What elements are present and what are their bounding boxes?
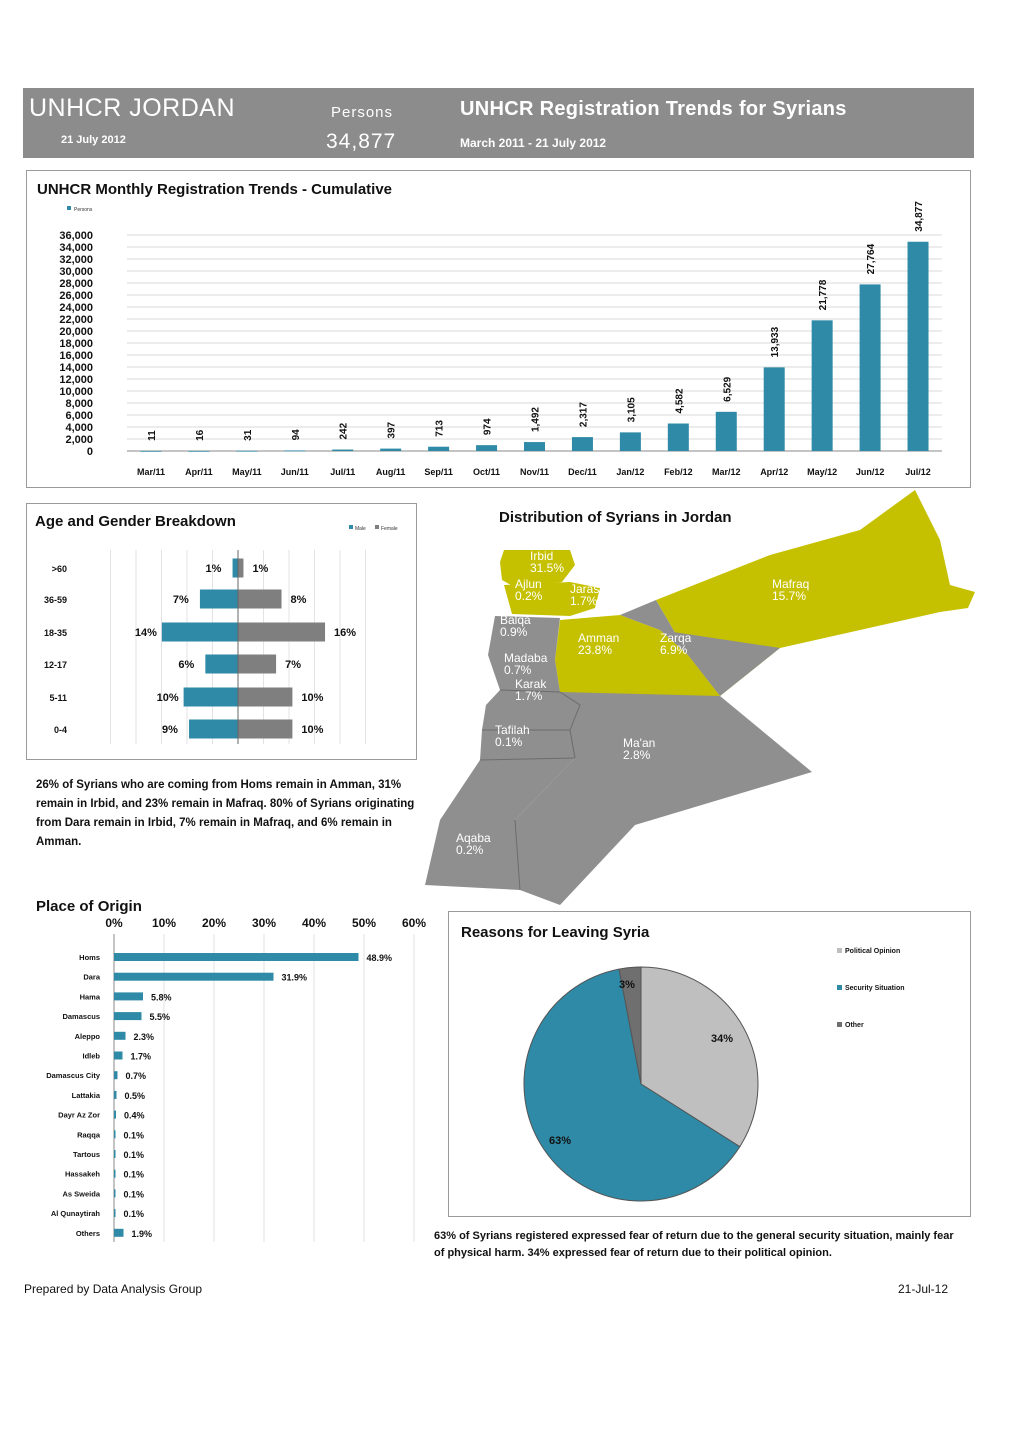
age-label-female: 1% — [252, 563, 269, 575]
trend-data-label: 2,317 — [578, 402, 590, 428]
trend-data-label: 397 — [386, 421, 398, 439]
origin-category-label: Raqqa — [77, 1130, 100, 1140]
origin-data-label: 1.7% — [130, 1051, 152, 1062]
map-region-name: Karak — [515, 677, 547, 691]
x-tick-label: Aug/11 — [375, 467, 406, 477]
origin-bar — [114, 1209, 116, 1217]
trend-data-label: 27,764 — [866, 243, 878, 275]
origin-bar — [114, 953, 359, 961]
map-region-value: 0.9% — [500, 625, 528, 639]
legend-label-male: Male — [355, 526, 366, 532]
y-tick-label: 26,000 — [59, 290, 93, 302]
x-tick-label: May/11 — [232, 467, 262, 477]
age-label-male: 9% — [162, 724, 178, 736]
trend-title: UNHCR Monthly Registration Trends - Cumulative — [37, 181, 393, 198]
x-tick-label: 30% — [251, 916, 277, 930]
y-tick-label: 30,000 — [59, 266, 93, 278]
trend-bar — [236, 451, 257, 452]
origin-category-label: Homs — [79, 953, 100, 962]
origin-category-label: Hassakeh — [64, 1169, 100, 1179]
legend-label-female: Female — [381, 526, 398, 532]
y-tick-label: 28,000 — [59, 278, 93, 290]
origin-data-label: 0.1% — [123, 1189, 145, 1200]
reasons-chart — [449, 912, 972, 1218]
age-bar-female — [238, 590, 282, 609]
legend-swatch-persons — [67, 206, 71, 210]
y-tick-label: 2,000 — [65, 434, 93, 446]
y-tick-label: 14,000 — [59, 362, 93, 374]
trend-data-label: 974 — [482, 418, 494, 436]
age-category-label: 5-11 — [49, 693, 67, 703]
origin-category-label: Others — [75, 1228, 100, 1238]
age-label-female: 16% — [334, 627, 357, 639]
x-tick-label: Mar/12 — [711, 467, 741, 477]
map-region-name: Ajlun — [515, 577, 542, 591]
trend-bar — [668, 424, 689, 451]
x-tick-label: Jun/11 — [280, 467, 309, 477]
origin-data-label: 2.3% — [133, 1031, 155, 1042]
origin-data-label: 5.5% — [149, 1012, 171, 1023]
trend-data-label: 16 — [194, 429, 206, 441]
trend-data-label: 13,933 — [770, 326, 782, 358]
pie-slice-label: 63% — [549, 1135, 572, 1147]
origin-category-label: Hama — [79, 992, 100, 1002]
trend-bar — [524, 442, 545, 451]
origin-bar — [114, 1150, 116, 1158]
map-region-value: 0.2% — [515, 589, 543, 603]
trend-data-label: 34,877 — [914, 201, 926, 232]
origin-bar — [114, 973, 274, 981]
age-panel — [26, 503, 417, 760]
map-region-name: Aqaba — [456, 831, 491, 845]
reasons-panel — [448, 911, 971, 1217]
origin-bar — [114, 1170, 116, 1178]
age-title: Age and Gender Breakdown — [35, 513, 236, 530]
trend-bar — [572, 437, 593, 451]
origin-bar — [114, 1189, 116, 1197]
age-bar-male — [189, 720, 238, 739]
origin-category-label: Dara — [83, 972, 100, 982]
age-bar-male — [233, 559, 238, 578]
legend-swatch — [837, 948, 842, 953]
origin-bar — [114, 1111, 116, 1119]
map-region-value: 15.7% — [772, 589, 807, 603]
map-region-name: Balqa — [500, 613, 531, 627]
origin-bar — [114, 992, 143, 1000]
age-bar-male — [200, 590, 238, 609]
legend-swatch — [837, 985, 842, 990]
origin-category-label: Lattakia — [71, 1090, 100, 1100]
legend-label: Other — [845, 1022, 864, 1029]
trend-data-label: 21,778 — [818, 279, 830, 311]
x-tick-label: 60% — [401, 916, 427, 930]
x-tick-label: Nov/11 — [519, 467, 550, 477]
legend-label: Security Situation — [845, 985, 905, 992]
age-label-female: 8% — [290, 594, 307, 606]
report-date: 21 July 2012 — [61, 134, 126, 146]
origin-title: Place of Origin — [36, 898, 142, 915]
map-region-name: Madaba — [504, 651, 548, 665]
map-region-name: Amman — [578, 631, 620, 645]
map-region-value: 23.8% — [578, 643, 613, 657]
trend-bar — [764, 367, 785, 451]
age-bar-female — [238, 720, 292, 739]
map-region-value: 1.7% — [570, 594, 598, 608]
origin-category-label: Al Qunaytirah — [50, 1209, 100, 1219]
x-tick-label: Sep/11 — [424, 467, 453, 477]
trend-bar — [332, 450, 353, 451]
age-label-female: 10% — [301, 692, 324, 704]
x-tick-label: Feb/12 — [664, 467, 693, 477]
map-region-value: 2.8% — [623, 748, 651, 762]
x-tick-label: Jun/12 — [855, 467, 885, 477]
reasons-note: 63% of Syrians registered expressed fear of return due to the general security situation, mainly fear of physical harm. 34% expressed fear of return due to their political opinion. — [434, 1230, 954, 1259]
legend-swatch-female — [375, 525, 379, 529]
origin-category-label: As Sweida — [62, 1189, 100, 1199]
age-category-label: >60 — [51, 564, 67, 574]
persons-label: Persons — [331, 104, 394, 121]
x-tick-label: May/12 — [807, 467, 838, 477]
origin-data-label: 0.1% — [123, 1209, 145, 1220]
trend-bar — [620, 432, 641, 451]
report-subtitle: March 2011 - 21 July 2012 — [460, 136, 607, 150]
map-region-name: Zarqa — [660, 631, 692, 645]
trend-data-label: 242 — [338, 422, 350, 440]
origin-category-label: Tartous — [73, 1150, 100, 1159]
prepared-by: Prepared by Data Analysis Group — [24, 1282, 203, 1296]
origin-data-label: 31.9% — [281, 972, 308, 983]
trend-bar — [188, 451, 209, 452]
map-region-value: 0.1% — [495, 735, 523, 749]
legend-label: Political Opinion — [845, 948, 901, 955]
origin-data-label: 0.5% — [124, 1090, 146, 1101]
trend-bar — [284, 450, 305, 451]
y-tick-label: 4,000 — [65, 422, 93, 434]
x-tick-label: Oct/11 — [473, 467, 501, 477]
map-region-value: 0.7% — [504, 663, 532, 677]
age-bar-female — [238, 688, 292, 707]
x-tick-label: 0% — [105, 916, 123, 930]
map-title: Distribution of Syrians in Jordan — [499, 509, 732, 526]
trend-data-label: 713 — [434, 420, 446, 437]
y-tick-label: 20,000 — [59, 326, 93, 338]
origin-bar — [114, 1130, 116, 1138]
y-tick-label: 36,000 — [59, 230, 93, 242]
trend-bar — [716, 412, 737, 451]
trend-data-label: 1,492 — [530, 407, 542, 433]
age-category-label: 0-4 — [53, 725, 67, 735]
trend-bar — [140, 451, 161, 452]
origin-data-label: 1.9% — [131, 1228, 153, 1239]
origin-data-label: 0.7% — [125, 1071, 147, 1082]
legend-swatch-male — [349, 525, 353, 529]
origin-note: 26% of Syrians who are coming from Homs remain in Amman, 31% remain in Irbid, and 23% remain in Mafraq. 80% of Syrians originating from Dara remain in Irbid, 7% remain in Mafraq, and 6% remain in Amman. — [36, 779, 415, 848]
x-tick-label: Dec/11 — [568, 467, 597, 477]
age-label-male: 10% — [156, 692, 179, 704]
origin-bar — [114, 1091, 117, 1099]
age-label-male: 14% — [134, 627, 157, 639]
y-tick-label: 22,000 — [59, 314, 93, 326]
origin-chart — [30, 910, 440, 1245]
age-bar-male — [205, 655, 238, 674]
reasons-title: Reasons for Leaving Syria — [461, 924, 650, 941]
age-bar-female — [238, 655, 276, 674]
age-category-label: 12-17 — [43, 660, 67, 670]
y-tick-label: 0 — [86, 446, 93, 458]
footer-date: 21-Jul-12 — [898, 1282, 949, 1296]
map-region-name: Ma'an — [623, 736, 656, 750]
y-tick-label: 12,000 — [59, 374, 93, 386]
trend-bar — [860, 284, 881, 451]
origin-category-label: Damascus — [62, 1012, 100, 1022]
legend-swatch — [837, 1022, 842, 1027]
origin-bar — [114, 1071, 118, 1079]
trend-bar — [380, 449, 401, 451]
x-tick-label: Jul/12 — [905, 467, 931, 477]
x-tick-label: 40% — [301, 916, 327, 930]
origin-bar — [114, 1032, 126, 1040]
persons-value: 34,877 — [326, 130, 397, 153]
trend-chart — [27, 171, 972, 489]
age-bar-female — [238, 623, 325, 642]
x-tick-label: 20% — [201, 916, 227, 930]
pie-slice-label: 3% — [619, 979, 635, 991]
y-tick-label: 34,000 — [59, 242, 93, 254]
map-region-name: Tafilah — [495, 723, 530, 737]
age-label-male: 7% — [172, 594, 189, 606]
age-bar-male — [184, 688, 238, 707]
origin-data-label: 0.1% — [123, 1169, 145, 1180]
header-banner — [23, 88, 974, 158]
map-region-name: Mafraq — [772, 577, 810, 591]
age-bar-male — [162, 623, 238, 642]
map-region-value: 1.7% — [515, 689, 543, 703]
age-label-male: 1% — [205, 563, 222, 575]
trend-data-label: 94 — [290, 429, 302, 441]
y-tick-label: 8,000 — [65, 398, 93, 410]
map-region-value: 0.2% — [456, 843, 484, 857]
origin-category-label: Aleppo — [74, 1031, 100, 1041]
x-tick-label: Jul/11 — [330, 467, 356, 477]
origin-data-label: 5.8% — [151, 992, 172, 1003]
age-label-female: 10% — [301, 724, 324, 736]
origin-bar — [114, 1229, 124, 1237]
trend-bar — [908, 242, 929, 451]
x-tick-label: 10% — [151, 916, 177, 930]
origin-bar — [114, 1012, 142, 1020]
trend-bar — [476, 445, 497, 451]
origin-category-label: Damascus City — [46, 1071, 100, 1081]
trend-bar — [812, 320, 833, 451]
trend-data-label: 31 — [242, 429, 254, 441]
trend-data-label: 4,582 — [674, 388, 686, 414]
x-tick-label: Apr/11 — [185, 467, 213, 477]
trend-bar — [428, 447, 449, 451]
age-bar-female — [238, 559, 243, 578]
age-chart — [27, 504, 418, 761]
y-tick-label: 32,000 — [59, 254, 93, 266]
y-tick-label: 16,000 — [59, 350, 93, 362]
origin-category-label: Dayr Az Zor — [58, 1110, 100, 1120]
origin-category-label: Idleb — [82, 1051, 100, 1061]
age-category-label: 18-35 — [43, 628, 67, 638]
y-tick-label: 24,000 — [59, 302, 93, 314]
x-tick-label: Mar/11 — [136, 467, 165, 477]
pie-slice-label: 34% — [711, 1033, 734, 1045]
map-region-value: 31.5% — [530, 561, 565, 575]
origin-data-label: 48.9% — [366, 953, 393, 963]
x-tick-label: Jan/12 — [616, 467, 645, 477]
report-title: UNHCR Registration Trends for Syrians — [460, 98, 847, 120]
map-region-name: Irbid — [530, 549, 554, 563]
trend-data-label: 3,105 — [626, 397, 638, 423]
origin-data-label: 0.1% — [123, 1130, 145, 1141]
legend-label-persons: Persons — [74, 207, 93, 213]
trend-panel — [26, 170, 971, 488]
age-label-male: 6% — [178, 659, 195, 671]
org-name: UNHCR JORDAN — [29, 94, 235, 122]
origin-data-label: 0.1% — [123, 1150, 145, 1160]
y-tick-label: 18,000 — [59, 338, 93, 350]
jordan-map — [420, 490, 980, 910]
y-tick-label: 6,000 — [65, 410, 93, 422]
map-region-name: Jarash — [570, 582, 607, 596]
origin-bar — [114, 1052, 123, 1060]
age-category-label: 36-59 — [43, 595, 67, 605]
trend-data-label: 11 — [146, 430, 158, 441]
origin-data-label: 0.4% — [124, 1110, 145, 1121]
map-region-value: 6.9% — [660, 643, 688, 657]
trend-data-label: 6,529 — [722, 376, 734, 402]
age-label-female: 7% — [285, 659, 301, 671]
x-tick-label: Apr/12 — [760, 467, 789, 477]
y-tick-label: 10,000 — [59, 386, 93, 398]
x-tick-label: 50% — [351, 916, 377, 930]
